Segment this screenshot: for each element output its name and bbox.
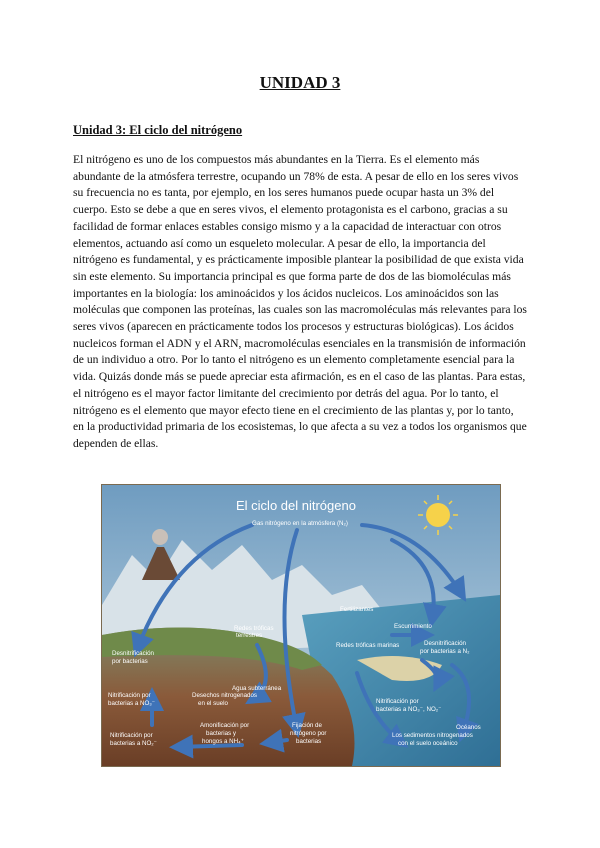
sun-icon	[426, 503, 450, 527]
label-decomp-2: en el suelo	[198, 700, 228, 707]
label-nitrif-land-2: bacterias a NO₃⁻	[108, 700, 156, 707]
label-trophic-ocean: Redes tróficas marinas	[336, 642, 400, 649]
label-ammon-1: Amonificación por	[200, 722, 250, 729]
label-nitrif-low-1: Nitrificación por	[110, 732, 153, 739]
label-fixation-1: Fijación de	[292, 722, 322, 729]
figure-title: El ciclo del nitrógeno	[236, 498, 356, 513]
volcano-smoke	[152, 529, 168, 545]
label-sediments-2: con el suelo oceánico	[398, 740, 458, 747]
label-denit-ocean-1: Desnitrificación	[424, 640, 466, 647]
label-trophic-land-1: Redes tróficas	[234, 625, 274, 632]
label-atmosphere: Gas nitrógeno en la atmósfera (N₂)	[252, 520, 348, 527]
label-decomp-1: Desechos nitrogenados	[192, 692, 258, 699]
page-title: UNIDAD 3	[259, 73, 341, 92]
label-nitrif-ocean-2: bacterias a NO₃⁻, NO₂⁻	[376, 706, 442, 713]
label-runoff: Escurrimiento	[394, 623, 432, 630]
label-ammon-3: hongos a NH₄⁺	[202, 738, 244, 745]
section-subtitle: Unidad 3: El ciclo del nitrógeno	[73, 123, 243, 137]
label-groundwater: Agua subterránea	[232, 685, 282, 692]
nitrogen-cycle-figure	[101, 484, 501, 767]
label-denit-land-2: por bacterias	[112, 658, 148, 665]
label-denit-land-1: Desnitrificación	[112, 650, 154, 657]
nitrogen-cycle-illustration	[102, 485, 500, 766]
label-fixation-3: bacterias	[296, 738, 322, 745]
label-sediments-1: Los sedimentos nitrogenados	[392, 732, 473, 739]
label-denit-ocean-2: por bacterias a N₂	[420, 648, 470, 655]
body-paragraph: El nitrógeno es uno de los compuestos más abundantes en la Tierra. Es el elemento más abundante de la atmósfera terrestre, ocupando un 78% de esta. A pesar de ello en los seres vivos su frecuencia no es tanta, por ejemplo, en los seres humanos puede ocupar hasta un 3% del cuerpo. Esto se debe a que en seres vivos, el elemento protagonista es el carbono, gracias a su facilidad de formar enlaces estables consigo mismo y a la capacidad de interactuar con otros elementos, actuando así como un esqueleto molecular. A pesar de ello, la importancia del nitrógeno es fundamental, y es prácticamente imposible plantear la posibilidad de que exista vida sin este elemento. Su importancia principal es que forma parte de dos de las biomoléculas más importantes en la biología: los aminoácidos y los ácidos nucleicos. Los aminoácidos son las moléculas que componen las proteínas, las cuales son las macromoléculas más relevantes para los seres vivos (aparecen en prácticamente todos los procesos y estructuras biológicas). Los ácidos nucleicos forman el ADN y el ARN, macromoléculas esenciales en la transmisión de información de un individuo a otro. Por lo tanto el nitrógeno es un elemento completamente esencial para la vida. Quizás donde más se puede apreciar esta afirmación, es en el caso de las plantas. Para estas, el nitrógeno es el mayor factor limitante del crecimiento por detrás del agua. Por lo tanto, el nitrógeno es el elemento que mayor efecto tiene en el crecimiento de las plantas y, por lo tanto, en la productividad primaria de los ecosistemas, lo que afecta a su vez a todos los organismos que dependen de ellas.	[73, 153, 527, 450]
label-nitrif-low-2: bacterias a NO₂⁻	[110, 740, 157, 747]
label-ammon-2: bacterias y	[206, 730, 236, 737]
label-fixation-2: nitrógeno por	[290, 730, 327, 737]
label-oceans: Océanos	[456, 724, 481, 731]
label-fertilizers: Fertilizantes	[340, 606, 374, 613]
label-trophic-land-2: terrestres	[236, 632, 263, 639]
label-nitrif-ocean-1: Nitrificación por	[376, 698, 419, 705]
label-nitrif-land-1: Nitrificación por	[108, 692, 151, 699]
